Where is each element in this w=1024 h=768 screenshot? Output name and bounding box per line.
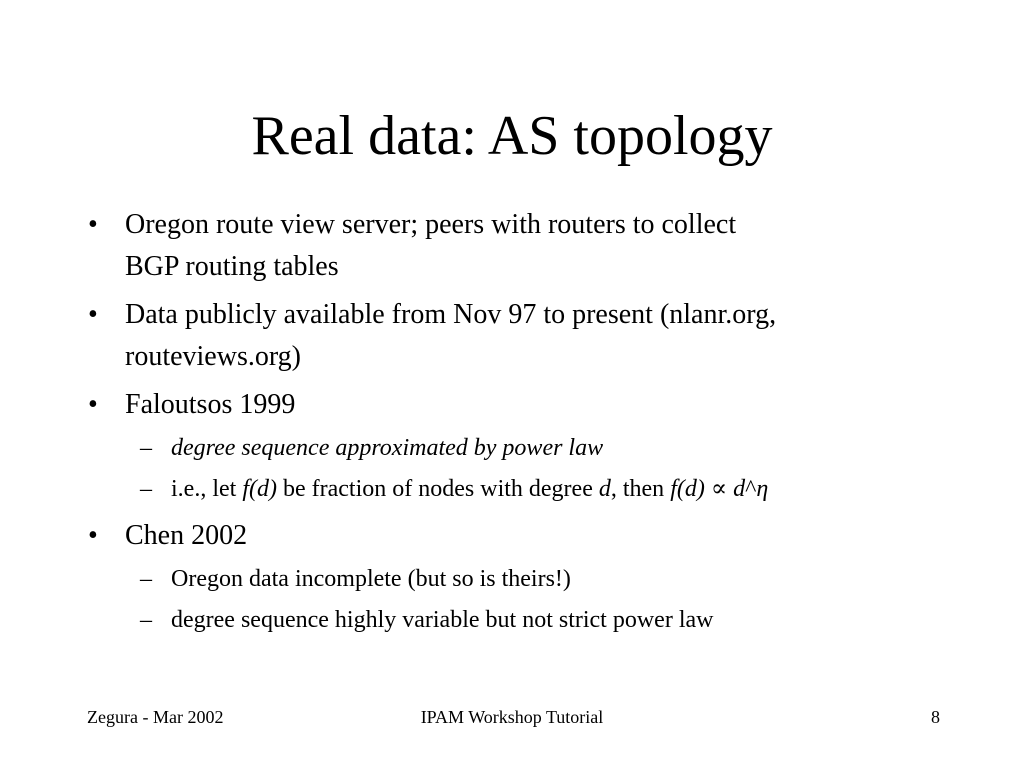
sub-bullet-marker: – bbox=[140, 566, 152, 592]
formula-function: f(d) bbox=[242, 476, 277, 502]
sub-bullet-marker: – bbox=[140, 476, 152, 502]
formula-variable: d bbox=[733, 476, 746, 502]
formula-function: f(d) bbox=[670, 476, 705, 502]
bullet-text: Chen 2002 bbox=[125, 520, 248, 551]
caret-symbol: ^ bbox=[745, 476, 757, 502]
formula-text: i.e., let bbox=[171, 476, 243, 502]
sub-bullet-text: Oregon data incomplete (but so is theirs!) bbox=[171, 566, 571, 592]
bullet-text: BGP routing tables bbox=[125, 251, 339, 282]
slide-title: Real data: AS topology bbox=[251, 105, 773, 167]
bullet-marker: • bbox=[88, 520, 98, 551]
bullet-marker: • bbox=[88, 299, 98, 330]
formula-variable: d bbox=[598, 476, 611, 502]
bullet-text: Oregon route view server; peers with routers to collect bbox=[125, 209, 737, 240]
eta-symbol: η bbox=[756, 476, 769, 502]
formula-text: be fraction of nodes with degree bbox=[276, 476, 599, 502]
sub-bullet-marker: – bbox=[140, 607, 152, 633]
sub-bullet-marker: – bbox=[140, 435, 152, 461]
footer-page-number: 8 bbox=[931, 707, 940, 727]
bullet-marker: • bbox=[88, 209, 98, 240]
formula-text: , then bbox=[610, 476, 671, 502]
bullet-text: routeviews.org) bbox=[125, 341, 301, 372]
proportional-symbol: ∝ bbox=[704, 476, 734, 502]
bullet-text: Faloutsos 1999 bbox=[125, 389, 296, 420]
footer-author-date: Zegura - Mar 2002 bbox=[87, 707, 224, 727]
bullet-text: Data publicly available from Nov 97 to present (nlanr.org, bbox=[125, 299, 777, 330]
bullet-marker: • bbox=[88, 389, 98, 420]
sub-bullet-text: degree sequence highly variable but not strict power law bbox=[171, 607, 714, 633]
sub-bullet-text bbox=[171, 471, 768, 507]
footer-presentation-title: IPAM Workshop Tutorial bbox=[420, 707, 604, 727]
sub-bullet-text: degree sequence approximated by power law bbox=[171, 435, 604, 461]
